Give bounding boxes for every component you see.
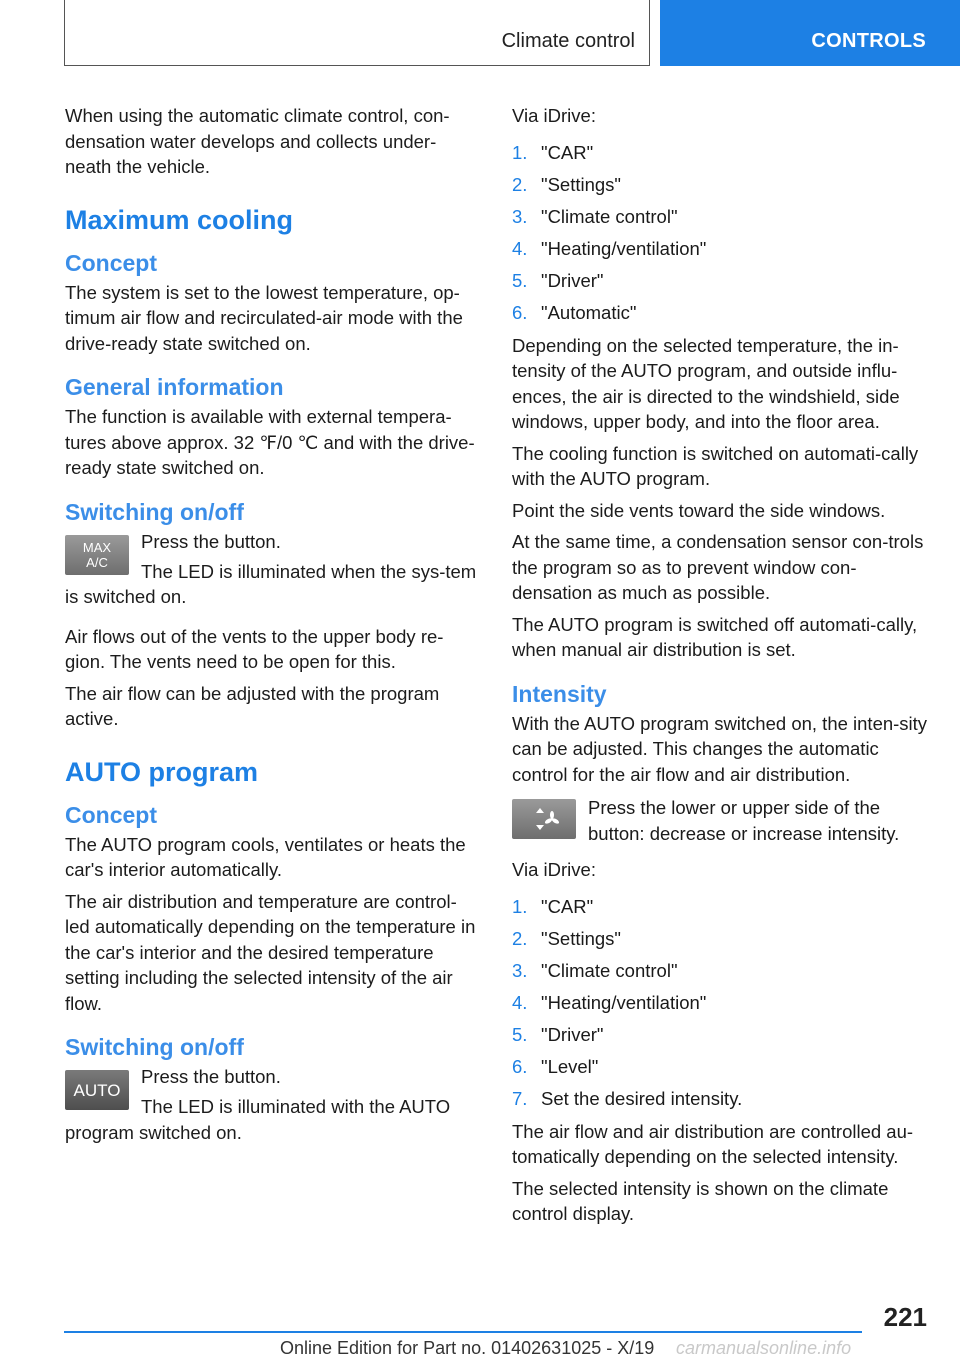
air-direction-text: Depending on the selected temperature, the in-tensity of the AUTO program, and outside influ-ences, the air is directed to the windshield, side windows, upper body, and into the floor area. (512, 334, 900, 432)
idrive-steps-level (512, 891, 930, 1115)
footer-edition: Online Edition for Part no. 01402631025 - X/19 (280, 1338, 655, 1358)
step-item: 5. "Driver" (512, 1023, 604, 1045)
intensity-button-text: Press the lower or upper side of the button: decrease or increase intensity. (588, 797, 900, 844)
intensity-display-text: The selected intensity is shown on the climate control display. (512, 1177, 889, 1224)
step-item: 1. "CAR" (512, 895, 594, 917)
auto-program-heading: AUTO program (65, 756, 259, 787)
right-column (512, 103, 930, 1233)
step-item: 4. "Heating/ventilation" (512, 991, 707, 1013)
level-control-text: The air flow and air distribution are controlled au-tomatically depending on the selected intensity. (512, 1120, 914, 1167)
max-ac-led-text: The LED is illuminated when the sys-tem is switched on. (65, 560, 477, 607)
max-ac-button-row (65, 529, 480, 585)
intensity-text: With the AUTO program switched on, the inten-sity can be adjusted. This changes the automatic control for the air flow and air distribution. (512, 712, 928, 785)
step-item: 4. "Heating/ventilation" (512, 237, 707, 259)
airflow-text: Air flows out of the vents to the upper body re-gion. The vents need to be open for this. (65, 625, 444, 672)
cooling-function-text: The cooling function is switched on automati-cally with the AUTO program. (512, 442, 919, 489)
intensity-button-row (512, 795, 930, 851)
step-item: 7. Set the desired intensity. (512, 1087, 743, 1109)
general-information-text: The function is available with external tempera-tures above approx. 32 ℉/0 ℃ and with the drive-ready state switched on. (65, 406, 475, 478)
auto-program-concept-heading: Concept (65, 801, 157, 828)
intro-paragraph: When using the automatic climate control, con-densation water develops and collects under-neath the vehicle. (65, 105, 450, 177)
condensation-sensor-text: At the same time, a condensation sensor con-trols the program so as to prevent window con-densation as much as possible. (512, 531, 924, 603)
max-cooling-switch-heading: Switching on/off (65, 498, 244, 525)
side-vents-text: Point the side vents toward the side windows. (512, 499, 886, 521)
header-section-title: Climate control (501, 30, 635, 52)
max-ac-press-text: Press the button. (141, 530, 281, 552)
auto-switch-heading: Switching on/off (65, 1034, 244, 1060)
auto-program-concept-text-1: The AUTO program cools, ventilates or heats the car's interior automatically. (65, 833, 466, 880)
max-cooling-concept-heading: Concept (65, 249, 157, 276)
left-column (65, 103, 480, 1151)
step-item: 2. "Settings" (512, 173, 621, 195)
header-section-tab (64, 0, 650, 66)
auto-off-text: The AUTO program is switched off automati-cally, when manual air distribution is set. (512, 613, 918, 660)
header-chapter-title: CONTROLS (811, 30, 926, 52)
svg-text:MAX: MAX (82, 539, 112, 555)
step-item: 3. "Climate control" (512, 205, 678, 227)
footer-divider (64, 1331, 862, 1333)
max-cooling-concept-text: The system is set to the lowest temperature, op-timum air flow and recirculated-air mode with the drive-ready state switched on. (65, 281, 463, 354)
max-ac-button-icon (65, 535, 129, 575)
watermark: carmanualsonline.info (676, 1338, 852, 1358)
via-idrive-label-1: Via iDrive: (512, 105, 596, 126)
svg-text:AUTO: AUTO (73, 1081, 121, 1100)
fan-intensity-button-icon (512, 799, 576, 839)
auto-button-row (65, 1064, 480, 1120)
page-number: 221 (883, 1302, 927, 1332)
header-chapter-tab (660, 0, 960, 66)
auto-program-concept-text-2: The air distribution and temperature are control-led automatically depending on the temperature in the car's interior and the desired temperature setting including the selected intensity of the air flow. (65, 890, 476, 1014)
svg-text:A/C: A/C (86, 554, 108, 570)
step-item: 3. "Climate control" (512, 959, 678, 981)
auto-button-icon (65, 1070, 129, 1110)
step-item: 2. "Settings" (512, 927, 621, 949)
general-information-heading: General information (65, 374, 284, 400)
step-item: 6. "Level" (512, 1055, 599, 1077)
step-item: 5. "Driver" (512, 269, 604, 291)
intensity-heading: Intensity (512, 680, 607, 707)
step-item: 1. "CAR" (512, 141, 594, 163)
airflow-adjust-text: The air flow can be adjusted with the program active. (65, 682, 440, 729)
max-cooling-heading: Maximum cooling (65, 204, 294, 235)
idrive-steps-automatic (512, 137, 930, 329)
via-idrive-label-2: Via iDrive: (512, 859, 596, 880)
auto-led-text: The LED is illuminated with the AUTO program switched on. (65, 1096, 451, 1143)
step-item: 6. "Automatic" (512, 301, 637, 323)
auto-press-text: Press the button. (141, 1066, 281, 1087)
